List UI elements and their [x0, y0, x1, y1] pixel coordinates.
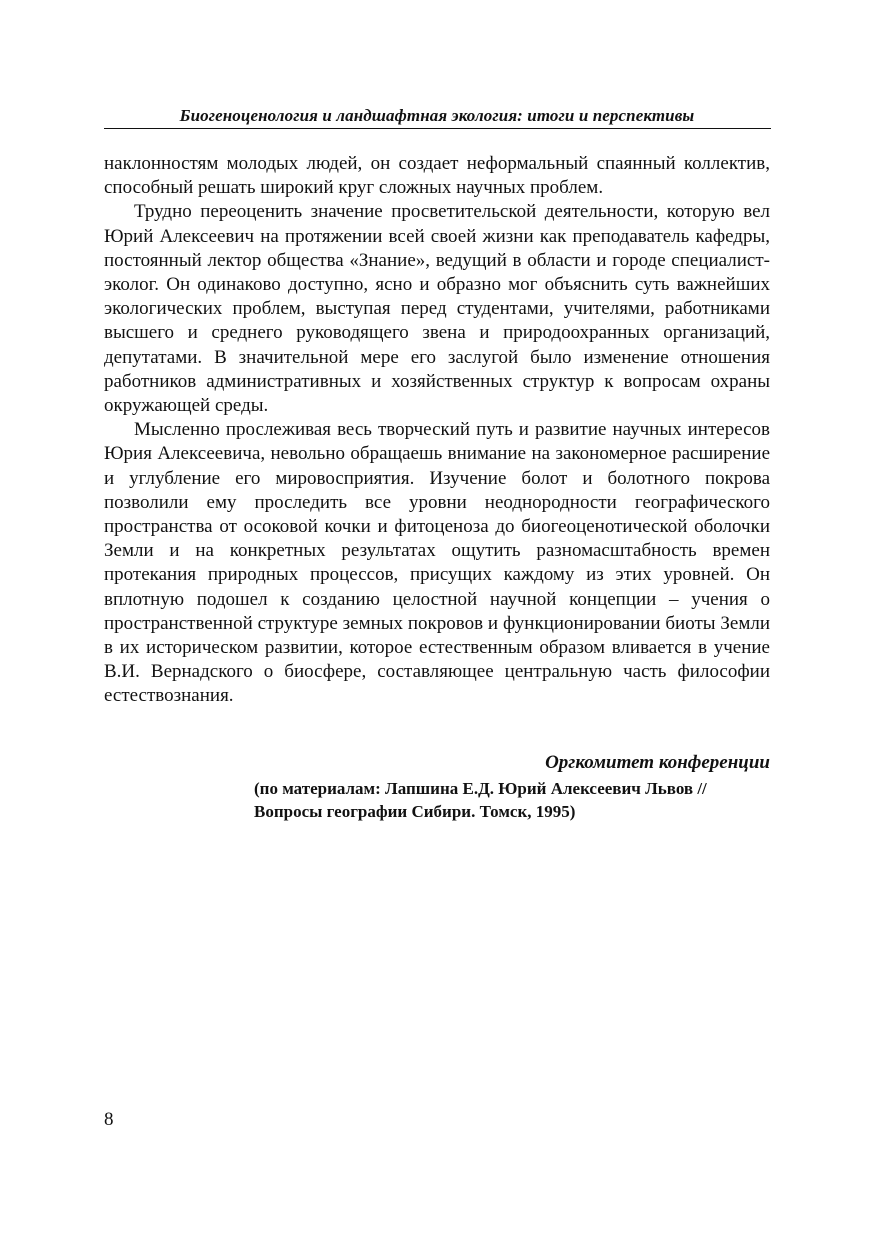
source-note: (по материалам: Лапшина Е.Д. Юрий Алексеевич Львов // Вопросы географии Сибири. Томск, 1995)	[254, 779, 707, 821]
paragraph-continuation: наклонностям молодых людей, он создает неформальный спаянный коллектив, способный решать широкий круг сложных научных проблем.	[104, 153, 770, 199]
paragraph-scientific-path: Мысленно прослеживая весь творческий путь и развитие научных интересов Юрия Алексеевича, невольно обращаешь внимание на закономерное расширение и углубление его мировосприятия. Изучение болот и болотного покрова позволили ему проследить все уровни неоднородности географического пространства от осоковой кочки и фитоценоза до биогеоценотической оболочки Земли и на конкретных результатах ощутить разномасштабность времен протекания природных процессов, присущих каждому из этих уровней. Он вплотную подошел к созданию целостной научной концепции – учения о пространственной структуре земных покровов и функционировании биоты Земли в их историческом развитии, которое естественным образом вливается в учение В.И. Вернадского о биосфере, составляющее центральную часть философии естествознания.	[104, 419, 770, 707]
header-rule	[104, 128, 771, 129]
body-text	[104, 152, 770, 709]
running-header-title: Биогеноценология и ландшафтная экология: итоги и перспективы	[179, 106, 695, 125]
page-number: 8	[104, 1109, 114, 1130]
paragraph-educational-activity: Трудно переоценить значение просветительской деятельности, которую вел Юрий Алексеевич на протяжении всей своей жизни как преподаватель кафедры, постоянный лектор общества «Знание», ведущий в области и городе специалист-эколог. Он одинаково доступно, ясно и образно мог объяснить суть важнейших экологических проблем, выступая перед студентами, учителями, работниками высшего и среднего руководящего звена и природоохранных организаций, депутатами. В значительной мере его заслугой было изменение отношения работников административных и хозяйственных структур к вопросам охраны окружающей среды.	[104, 201, 770, 417]
signature-author: Оргкомитет конференции	[545, 752, 770, 773]
